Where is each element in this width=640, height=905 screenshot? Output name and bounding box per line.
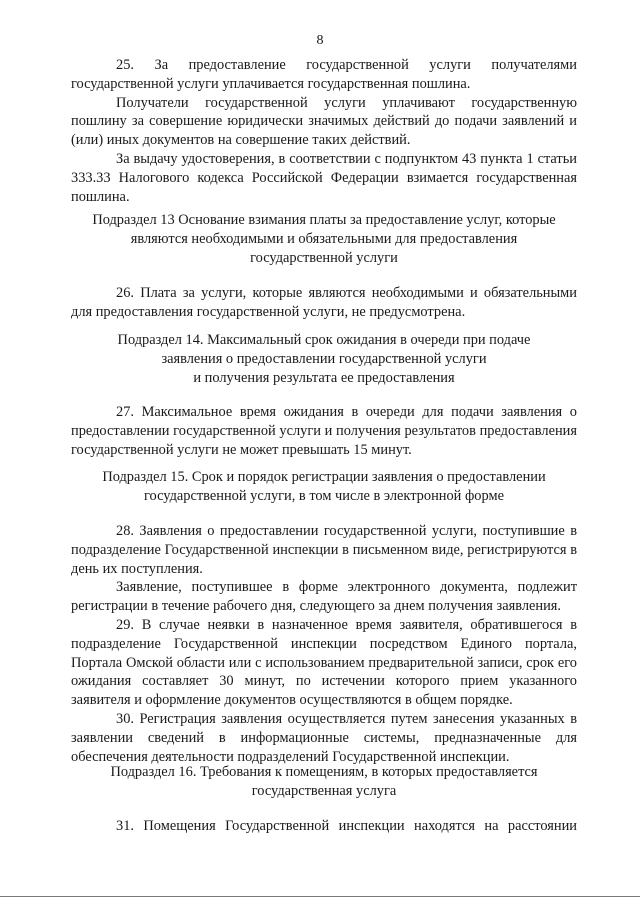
heading-line: Подраздел 16. Требования к помещениям, в которых предоставляется <box>110 764 538 780</box>
heading-line: государственная услуга <box>251 782 397 799</box>
paragraph-28-electronic: Заявление, поступившее в форме электронного документа, подлежит регистрации в течение рабочего дня, следующего за днем получения заявления. <box>71 579 577 615</box>
paragraph-28: 28. Заявления о предоставлении государственной услуги, поступившие в подразделение Государственной инспекции в письменном виде, регистрируются в день их поступления. <box>71 523 577 577</box>
paragraph-25-certificate: За выдачу удостоверения, в соответствии с подпунктом 43 пункта 1 статьи 333.33 Налогового кодекса Российской Федерации взимается государственная пошлина. <box>71 150 577 205</box>
heading-line: Подраздел 13 Основание взимания платы за предоставление услуг, которые <box>92 212 556 228</box>
paragraph-30: 30. Регистрация заявления осуществляется путем занесения указанных в заявлении сведений в информационные системы, предназначенные для обеспечения деятельности подразделений Государственной инспекции. <box>71 710 577 765</box>
paragraph-31: 31. Помещения Государственной инспекции находятся на расстоянии <box>116 818 577 834</box>
paragraph-27: 27. Максимальное время ожидания в очереди для подачи заявления о предоставлении государственной услуги и получения результатов предоставления государственной услуги не может превышать 15 минут. <box>71 404 577 458</box>
subsection-13-heading <box>71 211 577 267</box>
heading-line: и получения результата ее предоставления <box>193 369 455 386</box>
heading-line: являются необходимыми и обязательными для предоставления <box>130 230 518 247</box>
heading-line: государственной услуги <box>250 249 398 266</box>
paragraph-group-31 <box>71 817 577 836</box>
paragraph-group-28-30 <box>71 522 577 766</box>
paragraph-29: 29. В случае неявки в назначенное время заявителя, обратившегося в подразделение Государственной инспекции посредством Единого портала, Портала Омской области или с использованием предварительной записи, срок его ожидания составляет 30 минут, по истечении которого прием указанного заявителя и оформление документов осуществляются в общем порядке. <box>71 616 577 709</box>
heading-line: государственной услуги, в том числе в электронной форме <box>144 487 504 504</box>
paragraph-group-26 <box>71 284 577 322</box>
paragraph-26: 26. Плата за услуги, которые являются необходимыми и обязательными для предоставления государственной услуги, не предусмотрена. <box>71 285 577 320</box>
subsection-16-heading <box>71 763 577 801</box>
paragraph-group-25 <box>71 56 577 206</box>
heading-line: заявления о предоставлении государственной услуги <box>161 350 487 367</box>
paragraph-group-27 <box>71 403 577 459</box>
subsection-15-heading <box>71 468 577 506</box>
bottom-rule <box>0 896 640 897</box>
heading-line: Подраздел 14. Максимальный срок ожидания в очереди при подаче <box>117 332 531 348</box>
heading-line: Подраздел 15. Срок и порядок регистрации заявления о предоставлении <box>102 469 546 485</box>
paragraph-25-payers: Получатели государственной услуги уплачивают государственную пошлину за совершение юридически значимых действий до подачи заявлений и (или) иных документов на совершение таких действий. <box>71 94 577 149</box>
subsection-14-heading <box>71 331 577 387</box>
page-number: 8 <box>316 33 324 48</box>
paragraph-25: 25. За предоставление государственной услуги получателями государственной услуги уплачивается государственная пошлина. <box>71 57 577 92</box>
